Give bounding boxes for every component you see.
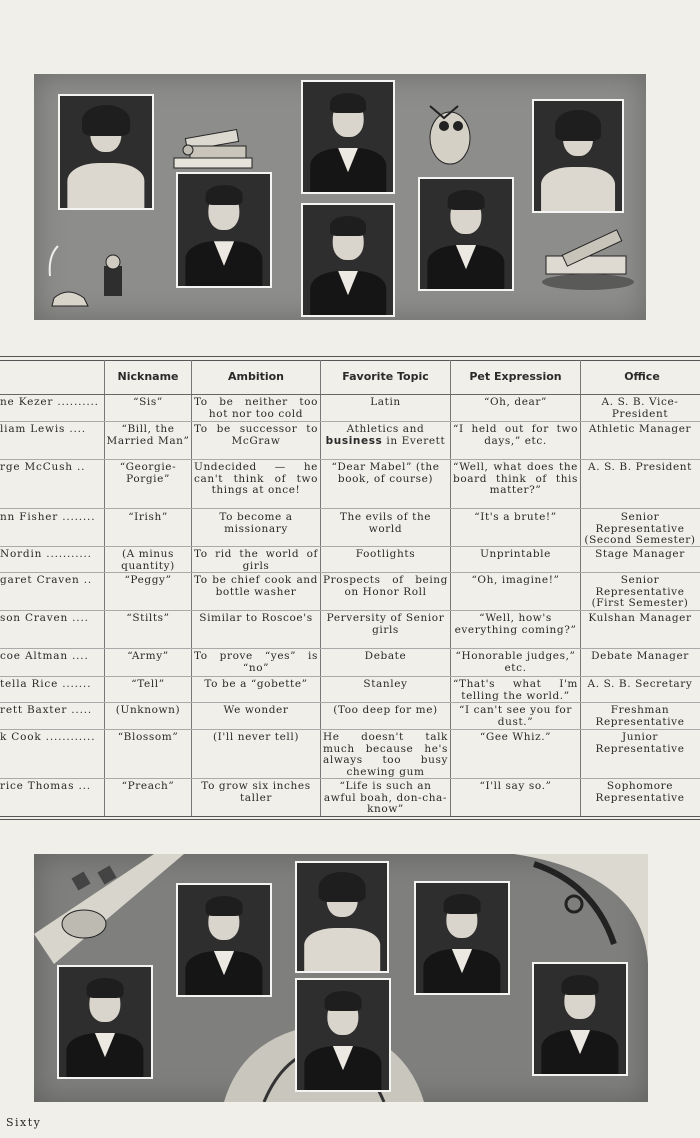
ambition-cell: To be chief cook and bottle washer [194,574,318,598]
portrait-photo [301,203,395,317]
nickname-cell: (A minus quantity) [121,548,175,572]
row-rule [0,676,700,677]
ambition-cell: Similar to Roscoe's [199,612,313,624]
expression-cell: “Oh, dear” [484,396,547,408]
nickname-cell: “Georgie-Porgie” [119,461,177,485]
ambition-cell: Undecided — he can't think of two things at once! [194,461,318,496]
student-name: tella Rice ....... [0,679,92,690]
column-divider [191,360,192,816]
student-name: liam Lewis .... [0,424,86,435]
student-name: rice Thomas ... [0,781,91,792]
student-name: ne Kezer .......... [0,397,99,408]
pattern-decoration [34,854,194,974]
topic-bold-word: business [325,434,383,447]
row-rule [0,778,700,779]
student-name: rge McCush .. [0,462,86,473]
portrait-photo [414,881,510,995]
office-cell: Senior Representative (Second Semester) [584,511,696,546]
nickname-cell: “Tell” [131,678,165,690]
office-cell: A. S. B. President [588,461,692,473]
expression-cell: “Oh, imagine!” [471,574,560,586]
nickname-cell: “Preach” [121,780,175,792]
portrait-photo [532,99,624,213]
portrait-photo [176,172,272,288]
topic-cell: Prospects of being on Honor Roll [323,574,448,598]
pen-icon [532,226,642,296]
header-pet-expression: Pet Expression [469,370,562,383]
topic-cell: Footlights [355,548,416,560]
ambition-cell: To be neither too hot nor too cold [194,396,318,420]
expression-cell: “It's a brute!” [474,511,557,523]
expression-cell: “That's what I'm telling the world.” [453,678,578,702]
ambition-cell: To prove “yes” is “no” [194,650,318,674]
office-cell: A. S. B. Secretary [587,678,693,690]
student-name: k Cook ............ [0,732,96,743]
student-name: nn Fisher ........ [0,512,96,523]
column-divider [104,360,105,816]
topic-cell: He doesn't talk much because he's always too busy chewing gum [323,731,448,778]
topic-cell: The evils of the world [339,511,432,535]
topic-cell: Perversity of Senior girls [326,612,445,636]
expression-cell: “I held out for two days,” etc. [453,423,578,447]
office-cell: Athletic Manager [588,423,692,435]
column-divider [580,360,581,816]
office-cell: Debate Manager [591,650,689,662]
office-cell: Kulshan Manager [588,612,692,624]
office-cell: Junior Representative [595,731,685,755]
topic-cell: Debate [364,650,407,662]
table-bottom-rule [0,819,700,820]
expression-cell: “I can't see you for dust.” [459,704,572,728]
topic-cell: Stanley [363,678,408,690]
student-name: Nordin ........... [0,549,92,560]
topic-cell: Athletics and business in Everett [325,423,446,447]
portrait-photo [58,94,154,210]
row-rule [0,648,700,649]
ambition-cell: To become a missionary [219,511,293,535]
student-name: rett Baxter ..... [0,705,92,716]
portrait-photo [176,883,272,997]
nickname-cell: “Stilts” [126,612,170,624]
ambition-cell: To be a “gobette” [204,678,308,690]
student-name: coe Altman .... [0,651,89,662]
expression-cell: “Well, what does the board think of this matter?” [453,461,578,496]
student-name: garet Craven .. [0,575,93,586]
topic-cell: “Life is such an awful boah, don-cha-know” [323,780,448,815]
ambition-cell: To be successor to McGraw [194,423,318,447]
office-cell: A. S. B. Vice-President [601,396,679,420]
nickname-cell: “Irish” [128,511,168,523]
column-divider [320,360,321,816]
nickname-cell: “Blossom” [117,731,179,743]
topic-cell: (Too deep for me) [333,704,438,716]
portrait-photo [532,962,628,1076]
lamp-icon [44,236,164,316]
ambition-cell: We wonder [223,704,289,716]
table-top-rule [0,360,700,361]
portrait-photo [57,965,153,1079]
row-rule [0,610,700,611]
student-name: son Craven .... [0,613,89,624]
column-divider [450,360,451,816]
office-cell: Stage Manager [595,548,685,560]
table-top-rule [0,356,700,357]
table-bottom-rule [0,816,700,817]
ambition-cell: (I'll never tell) [212,731,300,743]
portrait-photo [418,177,514,291]
topic-cell: Latin [370,396,401,408]
page-number: Sixty [6,1116,42,1129]
expression-cell: “I'll say so.” [479,780,552,792]
books-icon [166,114,266,174]
office-cell: Senior Representative (First Semester) [591,574,689,609]
ambition-cell: To rid the world of girls [194,548,318,572]
row-rule [0,459,700,460]
topic-cell: “Dear Mabel” (the book, of course) [331,461,440,485]
header-favorite-topic: Favorite Topic [342,370,429,383]
portrait-photo [295,861,389,973]
header-rule [0,394,700,395]
expression-cell: “Honorable judges,” etc. [455,650,576,674]
header-ambition: Ambition [227,370,285,383]
office-cell: Sophomore Representative [595,780,685,804]
nickname-cell: “Bill, the Married Man” [106,423,190,447]
row-rule [0,702,700,703]
ambition-cell: To grow six inches taller [201,780,311,804]
row-rule [0,421,700,422]
row-rule [0,729,700,730]
header-office: Office [624,370,660,383]
nickname-cell: “Peggy” [124,574,172,586]
nickname-cell: (Unknown) [115,704,181,716]
row-rule [0,508,700,509]
nickname-cell: “Sis” [133,396,163,408]
header-nickname: Nickname [117,370,179,383]
office-cell: Freshman Representative [595,704,685,728]
expression-cell: “Gee Whiz.” [479,731,552,743]
nickname-cell: “Army” [127,650,169,662]
portrait-photo [295,978,391,1092]
owl-icon [414,94,494,174]
row-rule [0,572,700,573]
portrait-photo [301,80,395,194]
expression-cell: Unprintable [480,548,551,560]
expression-cell: “Well, how's everything coming?” [454,612,577,636]
